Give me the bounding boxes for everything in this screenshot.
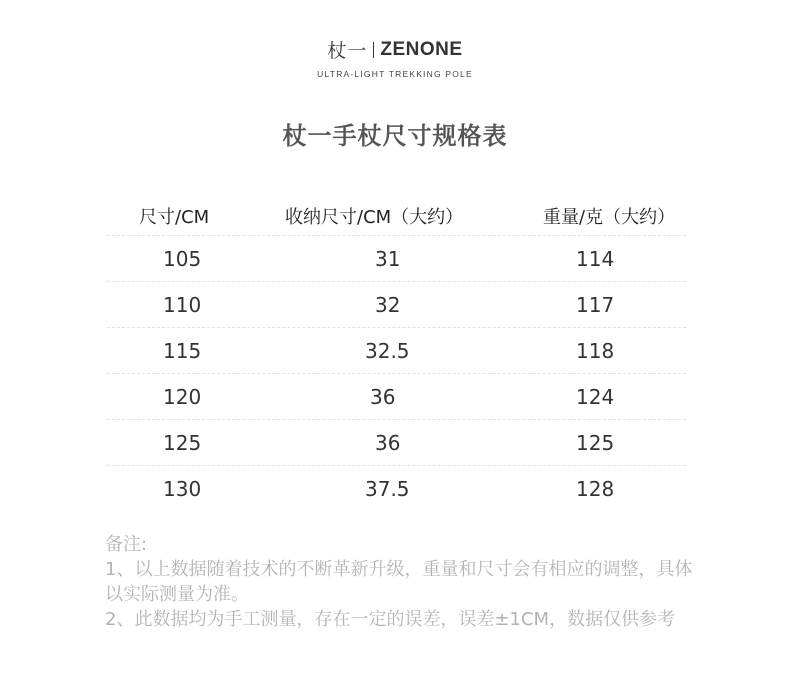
cell-folded-size: 32.5 (365, 339, 410, 363)
cell-weight: 128 (576, 477, 615, 501)
notes-line-1: 1、以上数据随着技术的不断革新升级，重量和尺寸会有相应的调整，具体以实际测量为准。 (105, 559, 693, 605)
cell-weight: 118 (576, 339, 615, 363)
cell-size: 110 (163, 293, 202, 317)
notes-section (105, 532, 695, 632)
header-weight: 重量/克（大约） (543, 207, 676, 228)
cell-weight: 117 (576, 293, 615, 317)
brand-divider (373, 42, 374, 58)
table-row (107, 374, 686, 420)
cell-size: 105 (163, 247, 202, 271)
brand-name-en: ZENONE (380, 38, 463, 60)
header-size: 尺寸/CM (139, 207, 210, 228)
cell-folded-size: 36 (375, 431, 401, 455)
cell-size: 125 (163, 431, 202, 455)
page-title: 杖一手杖尺寸规格表 (282, 122, 508, 150)
notes-line-2: 2、此数据均为手工测量，存在一定的误差，误差±1CM，数据仅供参考 (105, 609, 676, 630)
size-spec-table (107, 196, 686, 512)
cell-size: 130 (163, 477, 202, 501)
table-row (107, 236, 686, 282)
cell-weight: 124 (576, 385, 615, 409)
cell-folded-size: 31 (375, 247, 401, 271)
brand-logo (0, 36, 790, 79)
table-header-row (107, 196, 686, 236)
header-folded-size: 收纳尺寸/CM（大约） (285, 207, 464, 228)
brand-tagline: ULTRA-LIGHT TREKKING POLE (317, 69, 473, 79)
notes-heading: 备注: (105, 534, 148, 555)
table-row (107, 420, 686, 466)
cell-folded-size: 37.5 (365, 477, 410, 501)
table-row (107, 328, 686, 374)
table-row (107, 466, 686, 512)
brand-name-cn: 杖一 (327, 40, 368, 62)
cell-folded-size: 36 (370, 385, 396, 409)
cell-size: 115 (163, 339, 202, 363)
cell-weight: 125 (576, 431, 615, 455)
cell-size: 120 (163, 385, 202, 409)
table-row (107, 282, 686, 328)
cell-folded-size: 32 (375, 293, 401, 317)
cell-weight: 114 (576, 247, 615, 271)
